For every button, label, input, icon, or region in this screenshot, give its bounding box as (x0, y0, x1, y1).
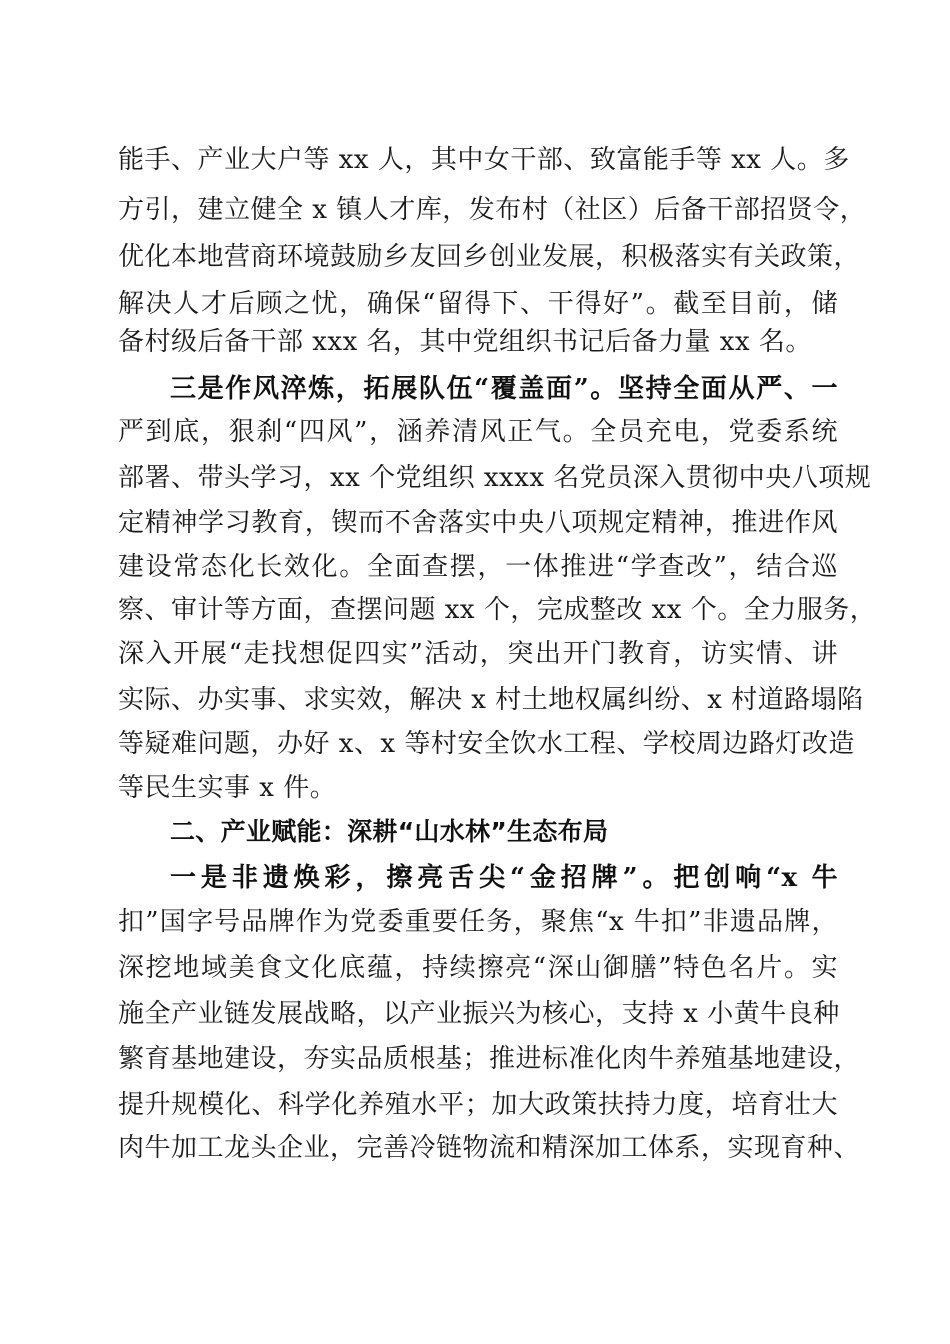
section-lead-line: 一是非遗焕彩，擦亮舌尖“金招牌”。把创响“x 牛 (170, 863, 838, 893)
paragraph-line: 等民生实事 x 件。 (118, 773, 337, 803)
paragraph-line: 备村级后备干部 xxx 名，其中党组织书记后备力量 xx 名。 (118, 327, 812, 357)
paragraph-line: 建设常态化长效化。全面查摆，一体推进“学查改”，结合巡 (118, 552, 838, 582)
paragraph-line: 施全产业链发展战略，以产业振兴为核心，支持 x 小黄牛良种 (118, 999, 840, 1029)
paragraph-line: 定精神学习教育，锲而不舍落实中央八项规定精神，推进作风 (118, 508, 838, 538)
paragraph-line: 等疑难问题，办好 x、x 等村安全饮水工程、学校周边路灯改造 (118, 729, 855, 759)
paragraph-line: 优化本地营商环境鼓励乡友回乡创业发展，积极落实有关政策， (118, 242, 861, 272)
paragraph-line: 严到底，狠刹“四风”，涵养清风正气。全员充电，党委系统 (118, 417, 838, 447)
paragraph-line: 能手、产业大户等 xx 人，其中女干部、致富能手等 xx 人。多 (118, 145, 850, 175)
paragraph-line: 深入开展“走找想促四实”活动，突出开门教育，访实情、讲 (118, 639, 838, 669)
paragraph-line: 扣”国字号品牌作为党委重要任务，聚焦“x 牛扣”非遗品牌， (118, 907, 838, 937)
paragraph-line: 繁育基地建设，夯实品质根基；推进标准化肉牛养殖基地建设， (118, 1044, 861, 1074)
paragraph-line: 深挖地域美食文化底蕴，持续擦亮“深山御膳”特色名片。实 (118, 953, 838, 983)
section-heading: 二、产业赋能：深耕“山水林”生态布局 (170, 817, 609, 846)
paragraph-line: 察、审计等方面，查摆问题 xx 个，完成整改 xx 个。全力服务， (118, 595, 877, 625)
paragraph-line: 实际、办实事、求实效，解决 x 村土地权属纠纷、x 村道路塌陷 (118, 685, 864, 715)
paragraph-line: 方引，建立健全 x 镇人才库，发布村（社区）后备干部招贤令， (118, 195, 867, 225)
paragraph-line: 提升规模化、科学化养殖水平；加大政策扶持力度，培育壮大 (118, 1090, 838, 1120)
section-lead-line: 三是作风淬炼，拓展队伍“覆盖面”。坚持全面从严、一 (170, 374, 838, 404)
paragraph-line: 肉牛加工龙头企业，完善冷链物流和精深加工体系，实现育种、 (118, 1133, 861, 1163)
paragraph-line: 部署、带头学习，xx 个党组织 xxxx 名党员深入贯彻中央八项规 (118, 463, 872, 493)
paragraph-line: 解决人才后顾之忧，确保“留得下、干得好”。截至目前，储 (118, 289, 838, 319)
